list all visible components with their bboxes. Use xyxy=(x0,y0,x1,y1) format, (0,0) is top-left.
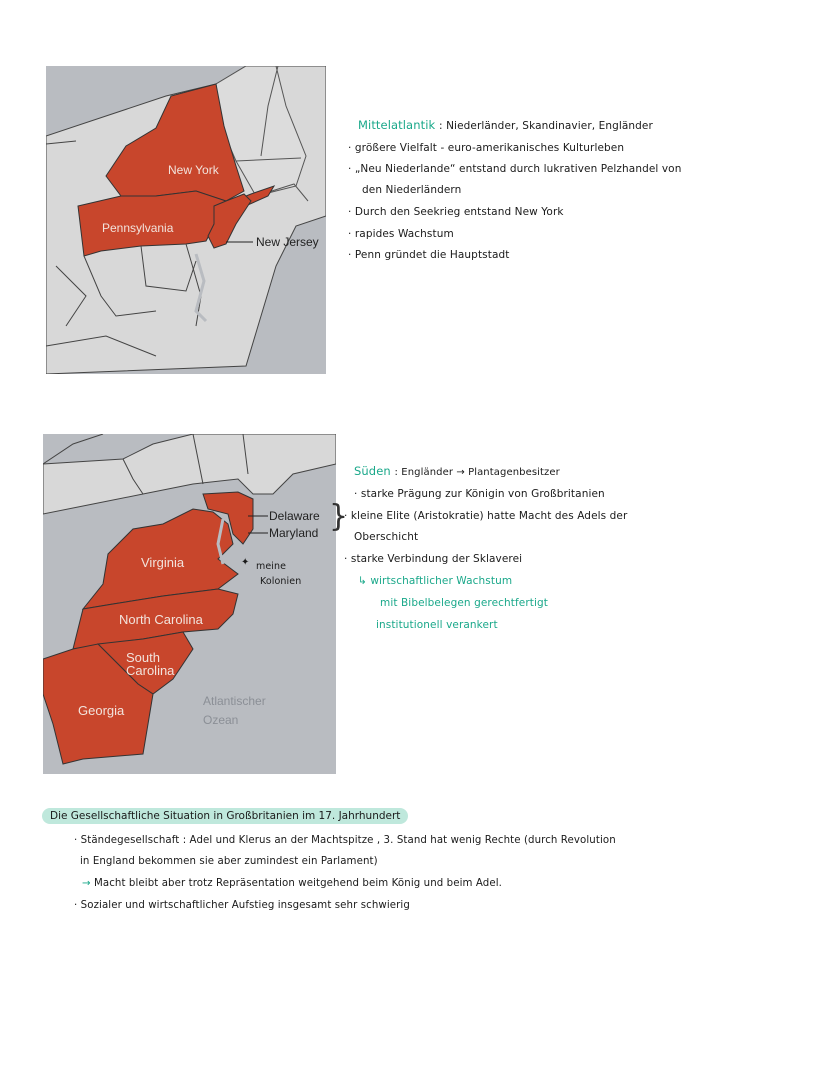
section3-line-1: · Ständegesellschaft : Adel und Klerus an der Machtspitze , 3. Stand hat wenig Rechte (durch Revolution xyxy=(74,835,616,846)
label-delaware: Delaware xyxy=(269,509,320,523)
notes1-heading-rest: : Niederländer, Skandinavier, Engländer xyxy=(439,120,653,132)
annotation-kolonien: Kolonien xyxy=(260,576,302,587)
notes2-teal-line-3: institutionell verankert xyxy=(376,619,498,631)
map-middle-colonies xyxy=(46,66,326,374)
notes2-line-4: · starke Verbindung der Sklaverei xyxy=(344,553,523,565)
notes1-line-3: den Niederländern xyxy=(362,184,462,196)
notes2-line-2: · kleine Elite (Aristokratie) hatte Macht des Adels der xyxy=(344,510,628,522)
notes2-teal-line-2: mit Bibelbelegen gerechtfertigt xyxy=(380,597,548,609)
label-virginia: Virginia xyxy=(141,555,185,570)
notes1-line-6: · Penn gründet die Hauptstadt xyxy=(348,249,510,261)
map-southern-colonies xyxy=(43,434,336,774)
label-pennsylvania: Pennsylvania xyxy=(102,221,174,235)
label-maryland: Maryland xyxy=(269,526,319,540)
notes1-line-2: · „Neu Niederlande“ entstand durch lukrativen Pelzhandel von xyxy=(348,163,682,175)
notes2-heading xyxy=(354,466,560,478)
label-ocean-2: Ozean xyxy=(203,713,239,727)
notes1-line-5: · rapides Wachstum xyxy=(348,228,454,240)
notes2-heading-rest: : Engländer → Plantagenbesitzer xyxy=(394,467,560,478)
label-new-jersey: New Jersey xyxy=(256,235,319,249)
label-ocean-1: Atlantischer xyxy=(203,694,266,708)
label-new-york: New York xyxy=(168,163,219,177)
label-georgia: Georgia xyxy=(78,703,125,718)
annotation-star-icon: ✦ xyxy=(241,557,250,568)
section3-line-3 xyxy=(82,879,502,889)
section3-line-3-text: Macht bleibt aber trotz Repräsentation weitgehend beim König und beim Adel. xyxy=(93,878,502,889)
map-middle-colonies-svg xyxy=(46,66,326,374)
annotation-meine: meine xyxy=(256,561,287,572)
label-north-carolina: North Carolina xyxy=(119,612,203,627)
label-south-carolina-1: South xyxy=(126,650,160,665)
label-south-carolina-2: Carolina xyxy=(126,663,175,678)
section3-line-2: in England bekommen sie aber zumindest ein Parlament) xyxy=(80,856,378,867)
notes2-line-3: Oberschicht xyxy=(354,531,419,543)
map-southern-colonies-svg xyxy=(43,434,336,774)
section3-line-4: · Sozialer und wirtschaftlicher Aufstieg insgesamt sehr schwierig xyxy=(74,900,410,911)
brace-delaware-maryland: } xyxy=(329,499,349,534)
section3-heading: Die Gesellschaftliche Situation in Großbritanien im 17. Jahrhundert xyxy=(42,808,408,824)
section3-arrow-icon: → xyxy=(82,878,91,889)
notes2-teal-line-1: ↳ wirtschaftlicher Wachstum xyxy=(358,575,513,587)
notes1-heading xyxy=(358,120,653,132)
notes1-line-1: · größere Vielfalt - euro-amerikanisches Kulturleben xyxy=(348,142,625,154)
notes2-line-1: · starke Prägung zur Königin von Großbritanien xyxy=(354,488,605,500)
notes2-heading-title: Süden xyxy=(354,464,391,478)
notes1-heading-title: Mittelatlantik xyxy=(358,118,436,132)
notes1-line-4: · Durch den Seekrieg entstand New York xyxy=(348,206,564,218)
